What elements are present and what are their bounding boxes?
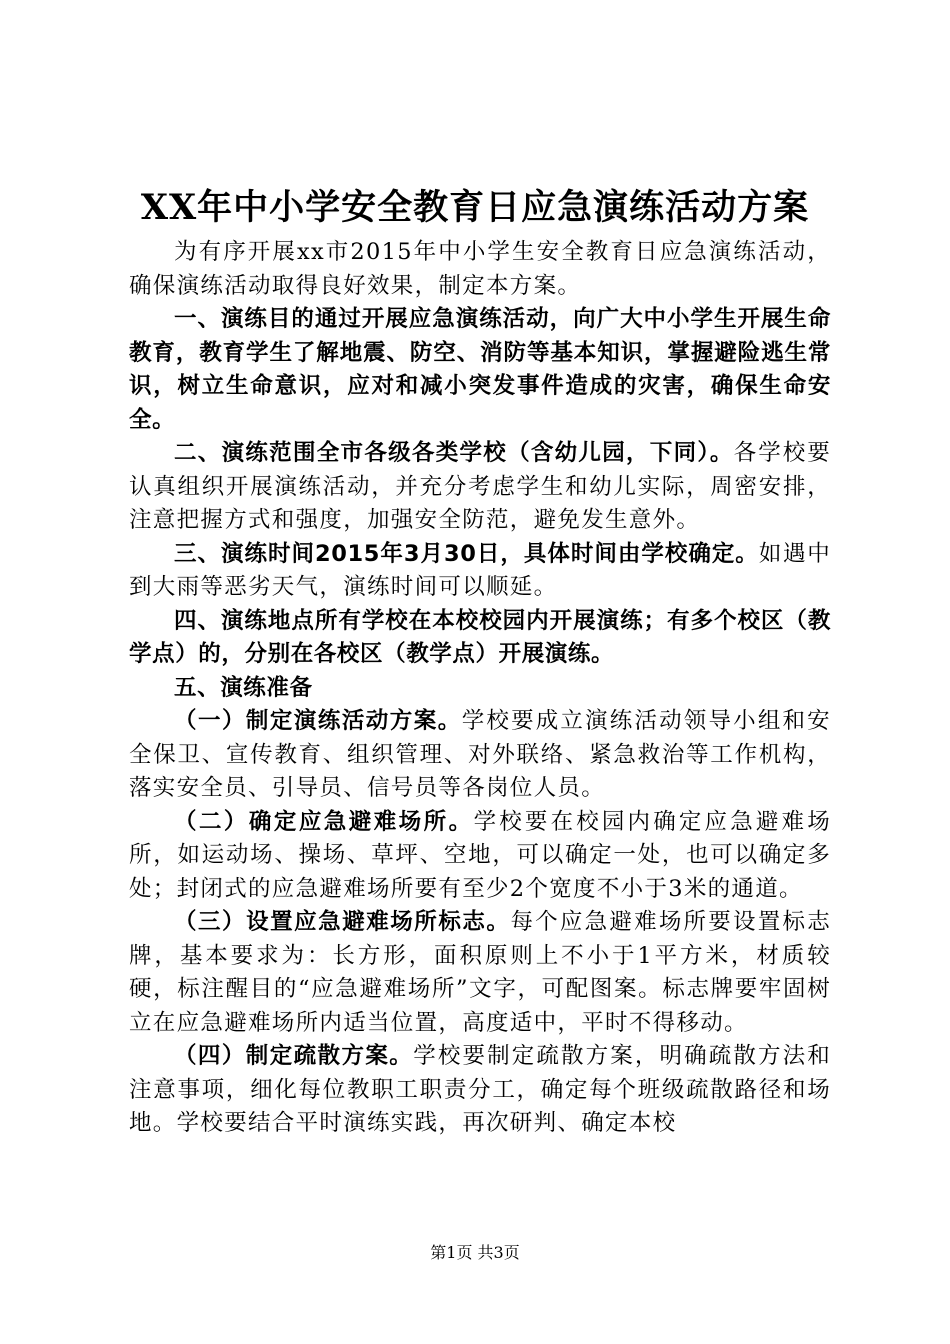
item-3-lead: （三）设置应急避难场所标志。 (174, 909, 511, 935)
section-2-text: 各学校要认真组织开展演练活动，并充分考虑学生和幼儿实际，周密安排，注意把握方式和强度，加强安全防范，避免发生意外。 (129, 440, 832, 533)
section-3-paragraph (129, 538, 831, 605)
section-3-lead: 三、演练时间2015年3月30日，具体时间由学校确定。 (174, 540, 759, 567)
item-4-paragraph (129, 1040, 831, 1141)
item-3-text: 每个应急避难场所要设置标志牌，基本要求为：长方形，面积原则上不小于1平方米，材质较硬，标注醒目的“应急避难场所”文字，可配图案。标志牌要牢固树立在应急避难场所内适当位置，高度适中，平时不得移动。 (129, 909, 832, 1036)
item-1-lead: （一）制定演练活动方案。 (174, 708, 462, 734)
section-2-paragraph (129, 437, 831, 538)
item-3-paragraph (129, 906, 831, 1040)
item-2-lead: （二）确定应急避难场所。 (174, 808, 474, 835)
page-footer: 第1页 共3页 (430, 1243, 520, 1262)
section-3-text: 如遇中到大雨等恶劣天气，演练时间可以顺延。 (129, 540, 831, 600)
item-2-text: 学校要在校园内确定应急避难场所，如运动场、操场、草坪、空地，可以确定一处，也可以确定多处；封闭式的应急避难场所要有至少2个宽度不小于3米的通道。 (129, 808, 832, 902)
section-2-lead: 二、演练范围全市各级各类学校（含幼儿园，下同）。 (174, 440, 734, 466)
section-1-paragraph: 一、演练目的通过开展应急演练活动，向广大中小学生开展生命教育，教育学生了解地震、防空、消防等基本知识，掌握避险逃生常识，树立生命意识，应对和减小突发事件造成的灾害，确保生命安全。 (129, 306, 831, 433)
item-1-text: 学校要成立演练活动领导小组和安全保卫、宣传教育、组织管理、对外联络、紧急救治等工作机构，落实安全员、引导员、信号员等各岗位人员。 (129, 708, 831, 801)
document-title: XX年中小学安全教育日应急演练活动方案 (140, 187, 810, 228)
intro-paragraph: 为有序开展xx市2015年中小学生安全教育日应急演练活动，确保演练活动取得良好效果，制定本方案。 (129, 239, 831, 299)
item-2-paragraph (129, 806, 831, 907)
section-5-heading: 五、演练准备 (174, 674, 313, 701)
section-4-paragraph: 四、演练地点所有学校在本校校园内开展演练；有多个校区（教学点）的，分别在各校区（教学点）开展演练。 (129, 607, 831, 667)
item-4-text: 学校要制定疏散方案，明确疏散方法和注意事项，细化每位教职工职责分工，确定每个班级疏散路径和场地。学校要结合平时演练实践，再次研判、确定本校 (129, 1043, 831, 1136)
document-body (129, 236, 831, 1141)
item-4-lead: （四）制定疏散方案。 (174, 1043, 414, 1069)
item-1-paragraph (129, 705, 831, 806)
